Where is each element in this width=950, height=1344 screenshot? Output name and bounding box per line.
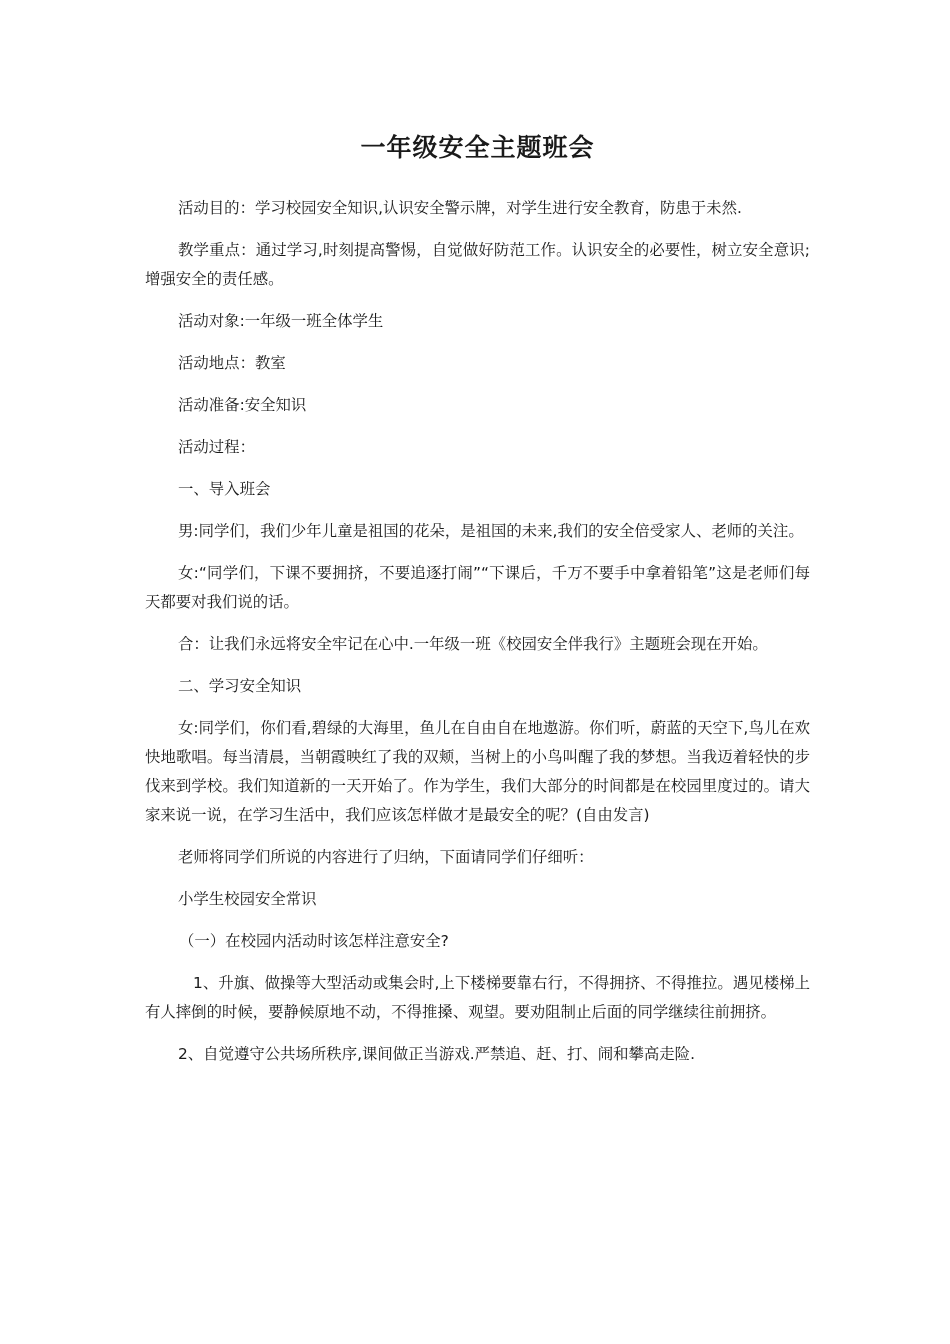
document-page bbox=[145, 128, 810, 1082]
paragraph-together-line: 合：让我们永远将安全牢记在心中.一年级一班《校园安全伴我行》主题班会现在开始。 bbox=[178, 635, 768, 653]
paragraph-teaching-focus: 教学重点：通过学习,时刻提高警惕，自觉做好防范工作。认识安全的必要性，树立安全意识;增强安全的责任感。 bbox=[145, 241, 810, 288]
paragraph-activity-target: 活动对象:一年级一班全体学生 bbox=[178, 312, 384, 330]
paragraph-girl-long-line: 女:同学们，你们看,碧绿的大海里，鱼儿在自由自在地遨游。你们听，蔚蓝的天空下,鸟儿在欢快地歌唱。每当清晨，当朝霞映红了我的双颊，当树上的小鸟叫醒了我的梦想。当我迈着轻快的步伐来到学校。我们知道新的一天开始了。作为学生，我们大部分的时间都是在校园里度过的。请大家来说一说，在学习生活中，我们应该怎样做才是最安全的呢？(自由发言) bbox=[145, 719, 810, 824]
subsection-heading-campus: （一）在校园内活动时该怎样注意安全? bbox=[179, 932, 449, 950]
paragraph-activity-process: 活动过程： bbox=[178, 438, 255, 456]
document-title: 一年级安全主题班会 bbox=[360, 133, 595, 162]
section-heading-learn: 二、学习安全知识 bbox=[178, 677, 302, 695]
paragraph-safety-common-sense: 小学生校园安全常识 bbox=[178, 890, 317, 908]
paragraph-activity-location: 活动地点：教室 bbox=[178, 354, 286, 372]
paragraph-activity-goal: 活动目的：学习校园安全知识,认识安全警示牌，对学生进行安全教育，防患于未然. bbox=[178, 199, 742, 217]
paragraph-boy-line: 男:同学们，我们少年儿童是祖国的花朵，是祖国的未来,我们的安全倍受家人、老师的关注。 bbox=[178, 522, 804, 540]
list-item-rule-2: 2、自觉遵守公共场所秩序,课间做正当游戏.严禁追、赶、打、闹和攀高走险. bbox=[178, 1045, 695, 1063]
paragraph-teacher-summary: 老师将同学们所说的内容进行了归纳，下面请同学们仔细听： bbox=[178, 848, 594, 866]
list-item-rule-1: 1、升旗、做操等大型活动或集会时,上下楼梯要靠右行，不得拥挤、不得推拉。遇见楼梯上有人摔倒的时候，要静候原地不动，不得推搡、观望。要劝阻制止后面的同学继续往前拥挤。 bbox=[145, 974, 810, 1021]
section-heading-intro: 一、导入班会 bbox=[178, 480, 271, 498]
paragraph-girl-line: 女:“同学们，下课不要拥挤，不要追逐打闹”“下课后，千万不要手中拿着铅笔”这是老师们每天都要对我们说的话。 bbox=[145, 564, 810, 611]
paragraph-activity-preparation: 活动准备:安全知识 bbox=[178, 396, 307, 414]
